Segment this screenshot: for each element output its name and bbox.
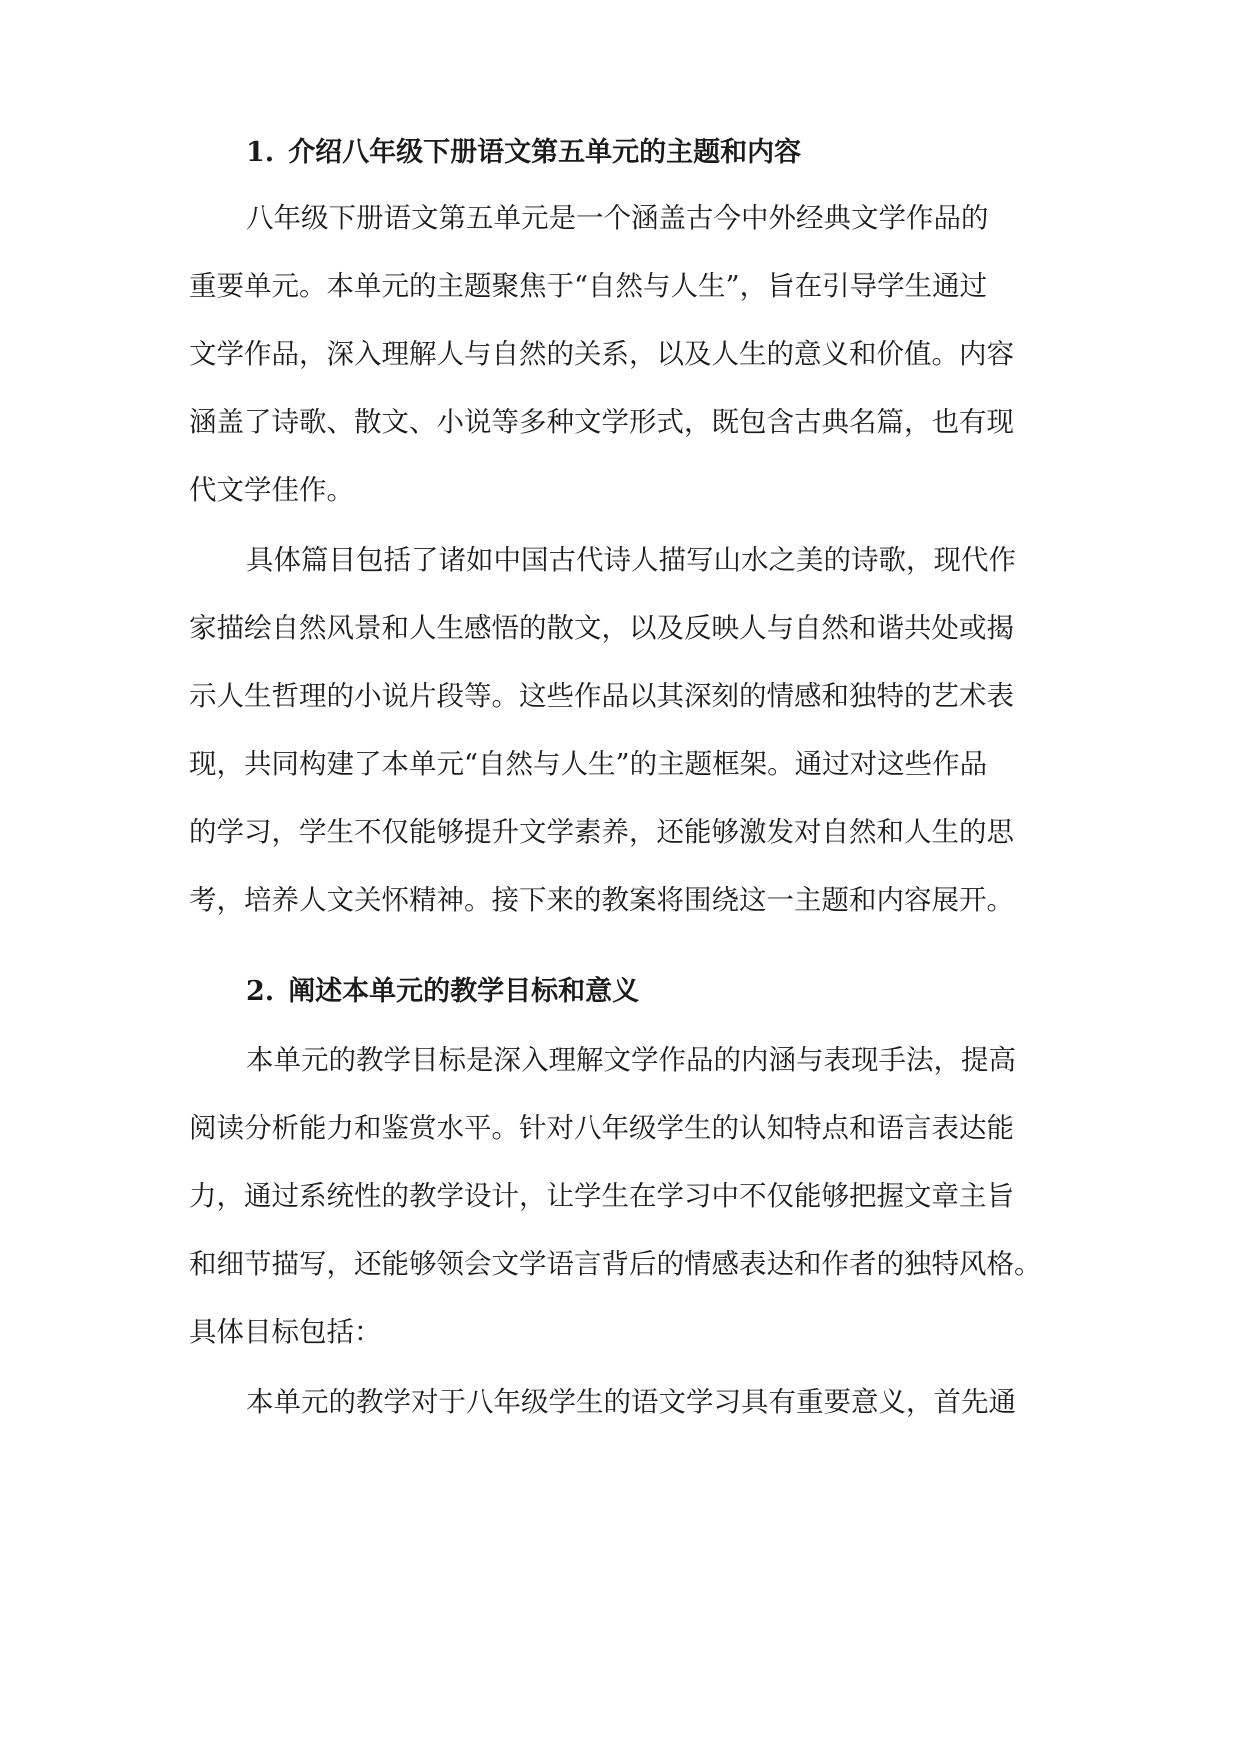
section-2-title: 阐述本单元的教学目标和意义 [288, 976, 640, 1007]
paragraph-line: 考，培养人文关怀精神。接下来的教案将围绕这一主题和内容展开。 [189, 884, 1014, 916]
paragraph-line: 现，共同构建了本单元“自然与人生”的主题框架。通过对这些作品 [189, 748, 988, 780]
section-1-title: 介绍八年级下册语文第五单元的主题和内容 [288, 137, 802, 168]
paragraph-line: 力，通过系统性的教学设计，让学生在学习中不仅能够把握文章主旨 [189, 1180, 1014, 1212]
paragraph-line: 具体篇目包括了诸如中国古代诗人描写山水之美的诗歌，现代作 [246, 544, 1016, 576]
paragraph-line: 文学作品，深入理解人与自然的关系，以及人生的意义和价值。内容 [189, 338, 1014, 370]
paragraph-line: 重要单元。本单元的主题聚焦于“自然与人生”，旨在引导学生通过 [189, 270, 988, 302]
paragraph-line: 阅读分析能力和鉴赏水平。针对八年级学生的认知特点和语言表达能 [189, 1112, 1014, 1144]
paragraph-line: 涵盖了诗歌、散文、小说等多种文学形式，既包含古典名篇，也有现 [189, 406, 1014, 438]
section-1-heading [246, 133, 1066, 173]
section-1-number: 1. [246, 137, 275, 168]
section-2-number: 2. [246, 976, 275, 1007]
paragraph-line: 和细节描写，还能够领会文学语言背后的情感表达和作者的独特风格。 [189, 1248, 1042, 1280]
paragraph-line: 的学习，学生不仅能够提升文学素养，还能够激发对自然和人生的思 [189, 816, 1014, 848]
paragraph-line: 本单元的教学对于八年级学生的语文学习具有重要意义，首先通 [246, 1386, 1016, 1418]
paragraph-line: 本单元的教学目标是深入理解文学作品的内涵与表现手法，提高 [246, 1044, 1016, 1076]
paragraph-line: 代文学佳作。 [189, 474, 354, 506]
paragraph-line: 八年级下册语文第五单元是一个涵盖古今中外经典文学作品的 [246, 202, 989, 234]
paragraph-line: 家描绘自然风景和人生感悟的散文，以及反映人与自然和谐共处或揭 [189, 612, 1014, 644]
section-2-heading [246, 972, 1066, 1012]
paragraph-line: 具体目标包括： [189, 1316, 382, 1348]
paragraph-line: 示人生哲理的小说片段等。这些作品以其深刻的情感和独特的艺术表 [189, 680, 1014, 712]
